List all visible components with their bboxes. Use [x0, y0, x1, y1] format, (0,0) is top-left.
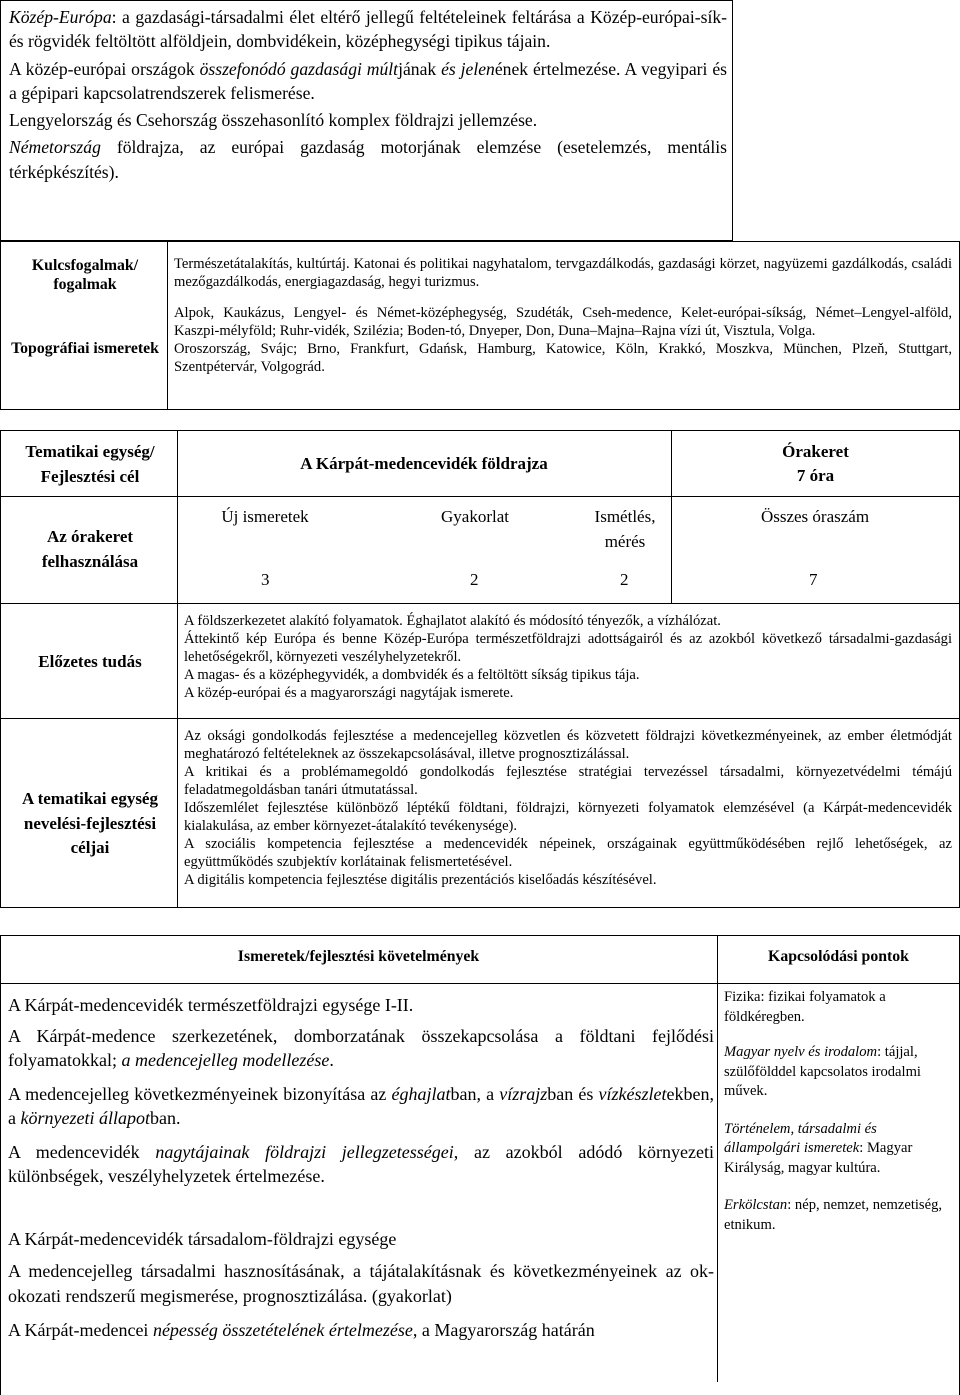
usage-value-practice: 2	[470, 570, 479, 589]
connections-header: Kapcsolódási pontok	[768, 948, 909, 965]
requirement-3: A medencejelleg következményeinek bizonyítása az éghajlatban, a vízrajzban és vízkészletekben, a környezeti állapotban.	[8, 1083, 715, 1128]
objectives-text	[9, 5, 727, 184]
prior-knowledge-text: A földszerkezetet alakító folyamatok. Éghajlatot alakító és módosító tényezők, a vízhálózat. Áttekintő kép Európa és benne Közép-Európa természetföldrajzi adottságairól és az azokból következő társadalmi-gazdasági lehetőségekről, környezeti veszélyhelyzetekről. A magas- és a középhegyvidék, a dombvidék és a feltöltött síkság tipikus tája. A közép-európai és a magyarországi nagytájak ismerete.	[184, 613, 952, 701]
usage-label: Az órakeret felhasználása	[41, 527, 139, 571]
goals-text: Az oksági gondolkodás fejlesztése a medencejelleg közvetlen és közvetett földrajzi következményeinek, az ember életmódját meghatározó feltételeknek az összekapcsolásával, illetve prognosztizálással. A kritikai és a problémamegoldó gondolkodás fejlesztése stratégiai tervezéssel társadalmi, környezetvédelmi témájú feladatmegoldásban tanári útmutatással. Időszemlélet fejlesztése különböző léptékű földtani, földrajzi, környezeti folyamatok elemzésével (a Kárpát-medencevidék kialakulása, az ember környezet-átalakító tevékenysége). A szociális kompetencia fejlesztése a medencevidék népeinek, országainak együttműködésében rejlő lehetőségek, az együttműködés szubjektív korlátainak felismertetésével. A digitális kompetencia fejlesztése digitális prezentációs kiselőadás készítésével.	[184, 728, 952, 888]
requirements-header: Ismeretek/fejlesztési követelmények	[237, 948, 480, 965]
hours-value: 7 óra	[796, 466, 835, 485]
usage-header-review: Ismétlés, mérés	[594, 507, 656, 551]
usage-header-practice: Gyakorlat	[441, 507, 509, 526]
connection-history: Történelem, társadalmi és állampolgári ismeretek: Magyar Királyság, magyar kultúra.	[724, 1120, 913, 1176]
unit-label: Tematikai egység/ Fejlesztési cél	[25, 442, 155, 486]
objective-3: Lengyelország és Csehország összehasonlító komplex földrajzi jellemzése.	[9, 110, 538, 131]
requirement-1: A Kárpát-medencevidék természetföldrajzi egysége I-II.	[8, 995, 414, 1015]
concepts-divider	[167, 241, 168, 410]
connection-ethics: Erkölcstan: nép, nemzet, nemzetiség, etnikum.	[724, 1197, 943, 1233]
usage-value-new: 3	[261, 570, 270, 589]
connection-physics: Fizika: fizikai folyamatok a földkéregben.	[724, 989, 886, 1025]
usage-header-total: Összes óraszám	[760, 507, 870, 526]
concepts-text: Természetátalakítás, kultúrtáj. Katonai és politikai nagyhatalom, tervgazdálkodás, gazdasági körzet, nagyüzemi gazdálkodás, családi mezőgazdálkodás, energiagazdaság, hegyi turizmus.	[174, 256, 952, 290]
goals-label: A tematikai egység nevelési-fejlesztési céljai	[22, 789, 158, 857]
prior-knowledge-label: Előzetes tudás	[38, 652, 142, 671]
requirement-7: A Kárpát-medencei népesség összetételének értelmezése, a Magyarország határán	[8, 1320, 595, 1340]
requirements-divider	[717, 935, 718, 1382]
usage-value-review: 2	[620, 570, 629, 589]
topography-text: Alpok, Kaukázus, Lengyel- és Német-középhegység, Szudéták, Cseh-medence, Kelet-európai-síkság, Német–Lengyel-alföld, Kaszpi-mélyföld; Ruhr-vidék, Szilézia; Boden-tó, Dnyeper, Don, Duna–Majna–Rajna vízi út, Visztula, Volga. Oroszország, Svájc; Brno, Frankfurt, Gdańsk, Hamburg, Katowice, Köln, Krakkó, Moszkva, München, Plzeň, Stuttgart, Szentpétervár, Volgográd.	[174, 305, 952, 375]
connection-literature: Magyar nyelv és irodalom: tájjal, szülőfölddel kapcsolatos irodalmi művek.	[724, 1044, 921, 1099]
requirement-4: A medencevidék nagytájainak földrajzi jellegzetességei, az azokból adódó környezeti különbségek, veszélyhelyzetek értelmezése.	[8, 1141, 714, 1186]
concepts-label: Kulcsfogalmak/ fogalmak	[31, 257, 139, 294]
connections-text	[724, 988, 954, 1235]
unit-col-divider	[177, 430, 178, 908]
unit-title: A Kárpát-medencevidék földrajza	[300, 454, 548, 473]
topography-label: Topográfiai ismeretek	[11, 340, 159, 357]
objective-4: Németország földrajza, az európai gazdaság motorjának elemzése (esetelemzés, mentális térképkészítés).	[9, 137, 727, 182]
objective-2: A közép-európai országok összefonódó gazdasági múltjának és jelenének értelmezése. A vegyipari és a gépipari kapcsolatrendszerek felismerése.	[9, 58, 727, 103]
unit-row-divider-2	[0, 603, 960, 604]
unit-row-divider-1	[0, 496, 960, 497]
requirements-header-divider	[0, 983, 960, 984]
requirement-6: A medencejelleg társadalmi hasznosításának, a tájátalakításnak és következményeinek az ok-okozati rendszerű megismerése, prognosztizálása. (gyakorlat)	[8, 1261, 714, 1306]
usage-header-new: Új ismeretek	[221, 507, 309, 526]
objective-1: Közép-Európa: a gazdasági-társadalmi élet eltérő jellegű feltételeinek feltárása a Közép-európai-sík- és rögvidék feltöltött alföldjein, dombvidékein, középhegységi tipikus tájain.	[9, 7, 727, 52]
requirement-5: A Kárpát-medencevidék társadalom-földrajzi egysége	[8, 1228, 397, 1249]
requirement-2: A Kárpát-medence szerkezetének, domborzatának összekapcsolása a földtani fejlődési folyamatokkal; a medencejelleg modellezése.	[8, 1025, 714, 1070]
usage-value-total: 7	[809, 570, 818, 589]
requirements-text	[8, 993, 714, 1343]
unit-row-divider-3	[0, 718, 960, 719]
hours-label: Órakeret	[782, 442, 849, 461]
